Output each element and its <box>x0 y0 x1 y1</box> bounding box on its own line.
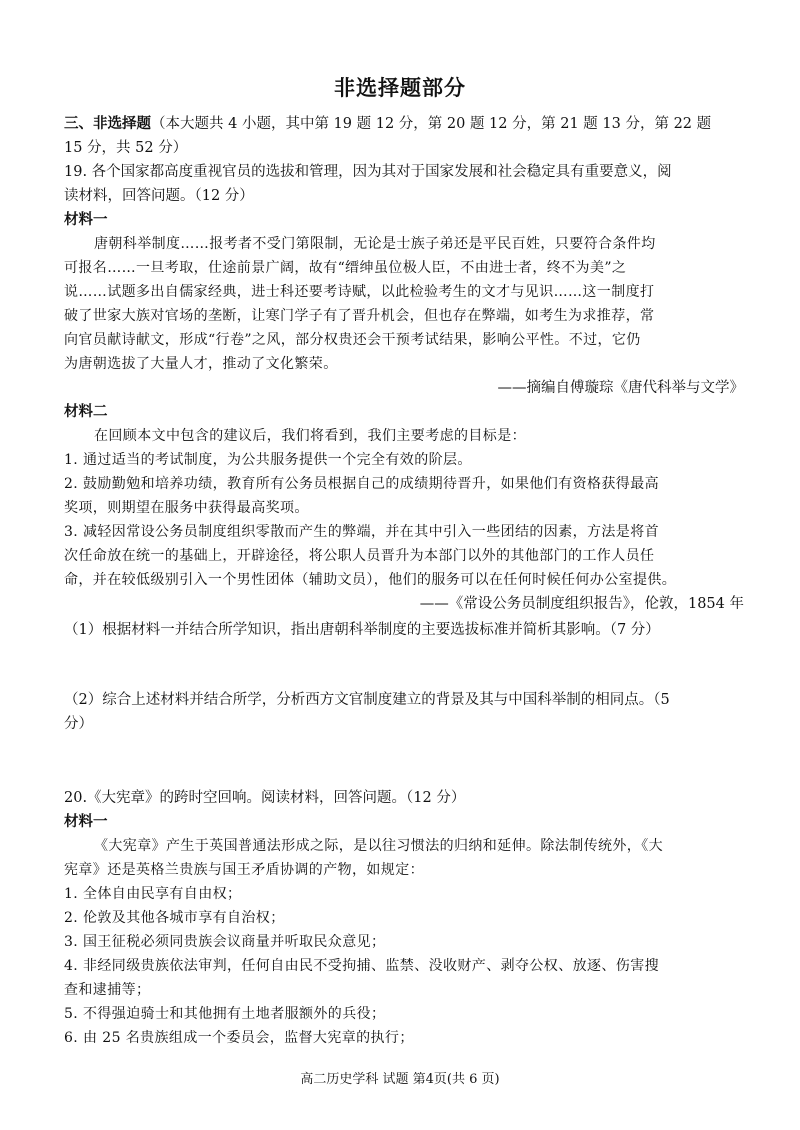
q20-m1-line: 宪章》还是英格兰贵族与国王矛盾协调的产物，如规定： <box>64 862 424 878</box>
q19-m2-line: 1. 通过适当的考试制度，为公共服务提供一个完全有效的阶层。 <box>64 452 472 468</box>
q19-material-2-label: 材料二 <box>64 404 108 420</box>
page-title: 非选择题部分 <box>334 76 466 100</box>
q20-m1-line: 《大宪章》产生于英国普通法形成之际，是以往习惯法的归纳和延伸。除法制传统外，《大 <box>94 838 663 854</box>
q19-material-2 <box>64 400 744 616</box>
q19-m1-line: 唐朝科举制度……报考者不受门第限制，无论是士族子弟还是平民百姓，只要符合条件均 <box>94 236 656 252</box>
q20-material-1-label: 材料一 <box>64 814 108 830</box>
q19-material-1-label: 材料一 <box>64 212 108 228</box>
q19-m1-line: 向官员献诗献文，形成“行卷”之风，部分权贵还会干预考试结果，影响公平性。不过，它仍 <box>64 332 641 348</box>
section-label: 三、非选择题 <box>64 116 151 132</box>
q19-sub1-text: （1）根据材料一并结合所学知识，指出唐朝科举制度的主要选拔标准并简析其影响。（7 分） <box>64 622 660 638</box>
q20-m1-line: 4. 非经同级贵族依法审判，任何自由民不受拘捕、监禁、没收财产、剥夺公权、放逐、伤害搜 <box>64 958 660 974</box>
q20-m1-line: 6. 由 25 名贵族组成一个委员会，监督大宪章的执行； <box>64 1030 414 1046</box>
q20-m1-line: 3. 国王征税必须同贵族会议商量并听取民众意见； <box>64 934 386 950</box>
q19-m2-line: 2. 鼓励勤勉和培养功绩，教育所有公务员根据自己的成绩期待晋升，如果他们有资格获得最高 <box>64 476 660 492</box>
q20-m1-line: 查和逮捕等； <box>64 982 151 998</box>
q19-material-1-source: ——摘编自傅璇琮《唐代科举与文学》 <box>497 380 744 396</box>
q19-m1-line: 可报名……一旦考取，仕途前景广阔，故有“缙绅虽位极人臣，不由进士者，终不为美”之 <box>64 260 627 276</box>
q19-m2-line: 奖项，则期望在服务中获得最高奖项。 <box>64 500 309 516</box>
q20-m1-line: 1. 全体自由民享有自由权； <box>64 886 242 902</box>
question-20 <box>64 786 744 1050</box>
q19-m1-line: 破了世家大族对官场的垄断，让寒门学子有了晋升机会，但也存在弊端，如考生为求推荐，常 <box>64 308 655 324</box>
q20-intro: 20.《大宪章》的跨时空回响。阅读材料，回答问题。（12 分） <box>64 790 466 806</box>
question-19-intro <box>64 160 744 208</box>
q19-subquestion-2 <box>64 688 744 736</box>
q20-m1-line: 5. 不得强迫骑士和其他拥有土地者服额外的兵役； <box>64 1006 386 1022</box>
q19-sub2-line-2: 分） <box>64 716 93 732</box>
q19-material-2-source: ——《常设公务员制度组织报告》，伦敦，1854 年 <box>419 596 744 612</box>
q19-material-1 <box>64 208 744 400</box>
q19-intro-line-2: 读材料，回答问题。（12 分） <box>64 188 254 204</box>
q19-m2-line: 在回顾本文中包含的建议后，我们将看到，我们主要考虑的目标是： <box>94 428 526 444</box>
q19-m2-line: 命，并在较低级别引入一个男性团体（辅助文员），他们的服务可以在任何时候任何办公室提供。 <box>64 572 677 588</box>
page-footer: 高二历史学科 试题 第4页(共 6 页) <box>300 1072 500 1087</box>
section-header <box>64 112 744 160</box>
q19-m1-line: 说……试题多出自儒家经典，进士科还要考诗赋，以此检验考生的文才与见识……这一制度打 <box>64 284 655 300</box>
q19-m1-line: 为唐朝选拔了大量人才，推动了文化繁荣。 <box>64 356 338 372</box>
q20-m1-line: 2. 伦敦及其他各城市享有自治权； <box>64 910 285 926</box>
q19-subquestion-1 <box>64 618 744 642</box>
q19-intro-line-1: 19. 各个国家都高度重视官员的选拔和管理，因为其对于国家发展和社会稳定具有重要意义，阅 <box>64 164 672 180</box>
q19-m2-line: 次任命放在统一的基础上，开辟途径，将公职人员晋升为本部门以外的其他部门的工作人员任 <box>64 548 655 564</box>
q19-sub2-line-1: （2）综合上述材料并结合所学，分析西方文官制度建立的背景及其与中国科举制的相同点。（5 <box>64 692 670 708</box>
section-note-1: （本大题共 4 小题，其中第 19 题 12 分，第 20 题 12 分，第 21 题 13 分，第 22 题 <box>151 116 712 132</box>
q19-m2-line: 3. 减轻因常设公务员制度组织零散而产生的弊端，并在其中引入一些团结的因素，方法是将首 <box>64 524 660 540</box>
section-note-2: 15 分，共 52 分） <box>64 140 188 156</box>
